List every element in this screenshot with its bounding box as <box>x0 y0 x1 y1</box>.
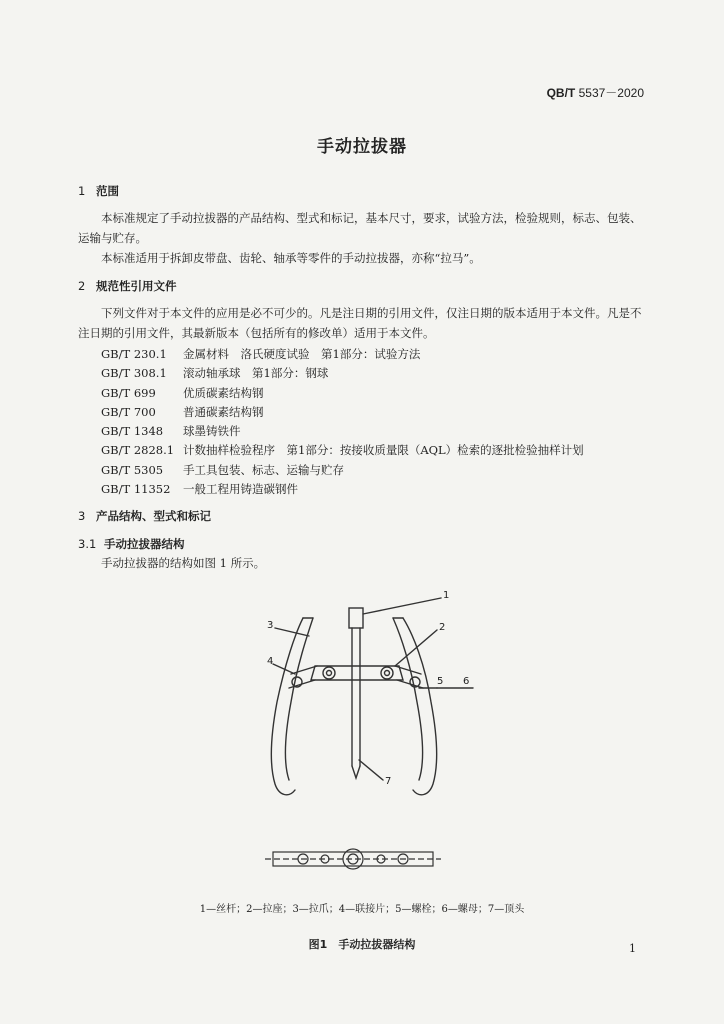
reference-item: GB/T 308.1 滚动轴承球 第1部分：钢球 <box>101 366 329 381</box>
section-3-heading: 3 产品结构、型式和标记 <box>78 509 211 523</box>
reference-item: GB/T 5305 手工具包装、标志、运输与贮存 <box>101 462 344 477</box>
spindle-head <box>349 608 363 628</box>
document-title: 手动拉拔器 <box>317 137 407 157</box>
page-number: 1 <box>629 942 636 955</box>
figure-legend: 1—丝杆；2—拉座；3—拉爪；4—联接片；5—螺栓；6—螺母；7—顶头 <box>199 904 525 915</box>
reference-item: GB/T 699 优质碳素结构钢 <box>101 385 264 400</box>
callout-5: 5 <box>437 676 444 687</box>
reference-item: GB/T 1348 球墨铸铁件 <box>101 424 241 439</box>
figure-caption: 图1 手动拉拔器结构 <box>308 938 416 951</box>
callout-7: 7 <box>385 776 392 787</box>
callout-2: 2 <box>439 622 446 633</box>
section-1-heading: 1 范围 <box>78 184 119 198</box>
section-3-1-text: 手动拉拔器的结构如图 1 所示。 <box>101 556 266 570</box>
reference-item: GB/T 11352 一般工程用铸造碳钢件 <box>101 482 298 497</box>
puller-structure-drawing <box>255 584 475 884</box>
section-2-paragraph: 下列文件对于本文件的应用是必不可少的。凡是注日期的引用文件，仅注日期的版本适用于本文件。凡是不注日期的引用文件，其最新版本（包括所有的修改单）适用于本文件。 <box>78 306 642 340</box>
bolt-left <box>323 667 335 679</box>
puller-top-view <box>265 849 441 869</box>
reference-item: GB/T 700 普通碳素结构钢 <box>101 404 264 419</box>
callout-6: 6 <box>463 676 470 687</box>
section-1-paragraph-1: 本标准规定了手动拉拔器的产品结构、型式和标记，基本尺寸，要求，试验方法，检验规则，标志、包装、运输与贮存。 <box>78 211 642 245</box>
section-1-paragraph-2: 本标准适用于拆卸皮带盘、齿轮、轴承等零件的手动拉拔器，亦称“拉马”。 <box>101 251 481 265</box>
callout-4: 4 <box>267 656 274 667</box>
section-3-1-heading: 3.1 手动拉拔器结构 <box>78 537 185 551</box>
callout-1: 1 <box>443 590 450 601</box>
standard-number: QB/T 5537－2020 <box>546 86 644 100</box>
section-2-heading: 2 规范性引用文件 <box>78 279 177 293</box>
normative-references-list <box>101 345 584 499</box>
left-jaw <box>271 618 303 795</box>
reference-item: GB/T 230.1 金属材料 洛氏硬度试验 第1部分：试验方法 <box>101 347 421 361</box>
bolt-right <box>381 667 393 679</box>
reference-item: GB/T 2828.1 计数抽样检验程序 第1部分：按接收质量限（AQL）检索的逐批检验抽样计划 <box>101 443 584 458</box>
callout-3: 3 <box>267 620 274 631</box>
